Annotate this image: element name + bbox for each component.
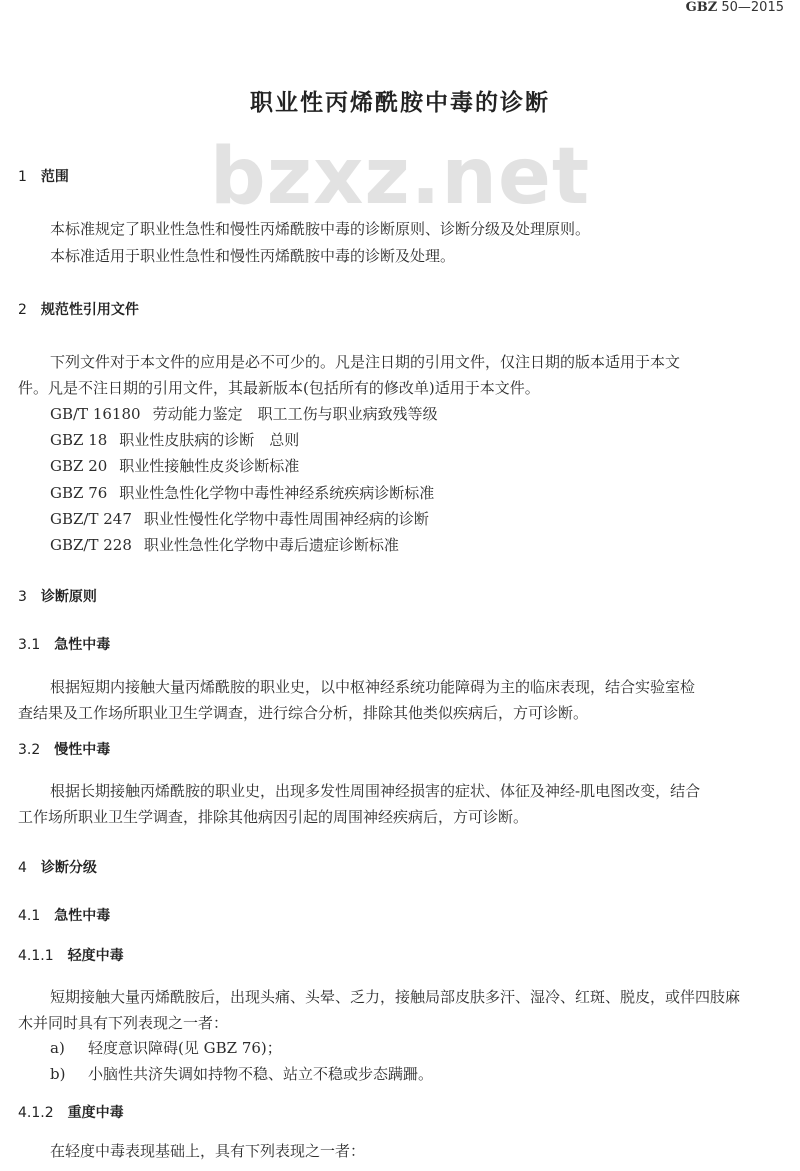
reference-code: GBZ/T 228 (50, 536, 132, 554)
reference-code: GBZ 18 (50, 431, 108, 449)
standard-code: GBZ (685, 0, 718, 15)
section-number: 3.2 (18, 742, 41, 758)
section-title: 急性中毒 (54, 908, 111, 924)
paragraph: 本标准规定了职业性急性和慢性丙烯酰胺中毒的诊断原则、诊断分级及处理原则。 (50, 220, 591, 238)
reference-item (50, 455, 299, 476)
section-number: 1 (18, 169, 27, 185)
section-title: 规范性引用文件 (40, 302, 139, 318)
subsection-4-1-1-heading (18, 945, 124, 965)
page-header (686, 0, 784, 15)
paragraph-continued: 木并同时具有下列表现之一者： (18, 1014, 229, 1032)
section-title: 重度中毒 (67, 1105, 124, 1121)
reference-item (50, 429, 299, 450)
paragraph: 根据长期接触丙烯酰胺的职业史，出现多发性周围神经损害的症状、体征及神经-肌电图改变，结合 (50, 782, 701, 800)
reference-item (50, 534, 399, 555)
paragraph: 短期接触大量丙烯酰胺后，出现头痛、头晕、乏力，接触局部皮肤多汗、湿冷、红斑、脱皮，或伴四肢麻 (50, 988, 741, 1006)
reference-title: 职业性皮肤病的诊断 总则 (119, 431, 300, 449)
section-number: 3.1 (18, 637, 41, 653)
list-item-label: a) (50, 1039, 65, 1057)
list-item-label: b) (50, 1065, 66, 1083)
reference-item (50, 403, 438, 424)
reference-title: 职业性急性化学物中毒后遗症诊断标准 (143, 536, 399, 554)
reference-item (50, 482, 434, 503)
paragraph: 本标准适用于职业性急性和慢性丙烯酰胺中毒的诊断及处理。 (50, 247, 456, 265)
section-3-heading (18, 586, 97, 606)
section-title: 慢性中毒 (54, 742, 111, 758)
reference-title: 劳动能力鉴定 职工工伤与职业病致残等级 (152, 405, 438, 423)
section-number: 4.1 (18, 908, 41, 924)
list-item (50, 1063, 433, 1084)
section-title: 范围 (40, 169, 69, 185)
section-number: 4 (18, 860, 27, 876)
paragraph: 下列文件对于本文件的应用是必不可少的。凡是注日期的引用文件，仅注日期的版本适用于本文 (50, 353, 681, 371)
subsection-3-2-heading (18, 739, 110, 759)
list-item-text: 小脑性共济失调如持物不稳、站立不稳或步态蹒跚。 (88, 1065, 434, 1083)
section-number: 4.1.2 (18, 1105, 54, 1121)
paragraph: 根据短期内接触大量丙烯酰胺的职业史，以中枢神经系统功能障碍为主的临床表现，结合实验室检 (50, 678, 696, 696)
paragraph-continued: 查结果及工作场所职业卫生学调查，进行综合分析，排除其他类似疾病后，方可诊断。 (18, 704, 589, 722)
section-title: 诊断分级 (40, 860, 97, 876)
list-item (50, 1037, 282, 1058)
reference-code: GB/T 16180 (50, 405, 141, 423)
reference-item (50, 508, 429, 529)
section-title: 诊断原则 (40, 589, 97, 605)
standard-number: 50—2015 (721, 0, 784, 15)
watermark: bzxz.net (209, 132, 591, 222)
section-title: 轻度中毒 (67, 948, 124, 964)
reference-title: 职业性接触性皮炎诊断标准 (119, 457, 300, 475)
subsection-4-1-heading (18, 905, 110, 925)
section-number: 4.1.1 (18, 948, 54, 964)
subsection-4-1-2-heading (18, 1102, 124, 1122)
section-number: 2 (18, 302, 27, 318)
section-title: 急性中毒 (54, 637, 111, 653)
paragraph-continued: 件。凡是不注日期的引用文件，其最新版本(包括所有的修改单)适用于本文件。 (18, 379, 540, 397)
section-number: 3 (18, 589, 27, 605)
section-1-heading (18, 166, 69, 186)
list-item-text: 轻度意识障碍(见 GBZ 76)； (88, 1039, 282, 1057)
reference-code: GBZ/T 247 (50, 510, 132, 528)
reference-code: GBZ 76 (50, 484, 108, 502)
section-2-heading (18, 299, 139, 319)
paragraph-continued: 工作场所职业卫生学调查，排除其他病因引起的周围神经疾病后，方可诊断。 (18, 808, 529, 826)
section-4-heading (18, 857, 97, 877)
subsection-3-1-heading (18, 634, 110, 654)
reference-code: GBZ 20 (50, 457, 108, 475)
reference-title: 职业性急性化学物中毒性神经系统疾病诊断标准 (119, 484, 435, 502)
page-title: 职业性丙烯酰胺中毒的诊断 (250, 90, 550, 116)
reference-title: 职业性慢性化学物中毒性周围神经病的诊断 (143, 510, 429, 528)
paragraph: 在轻度中毒表现基础上，具有下列表现之一者： (50, 1142, 366, 1160)
